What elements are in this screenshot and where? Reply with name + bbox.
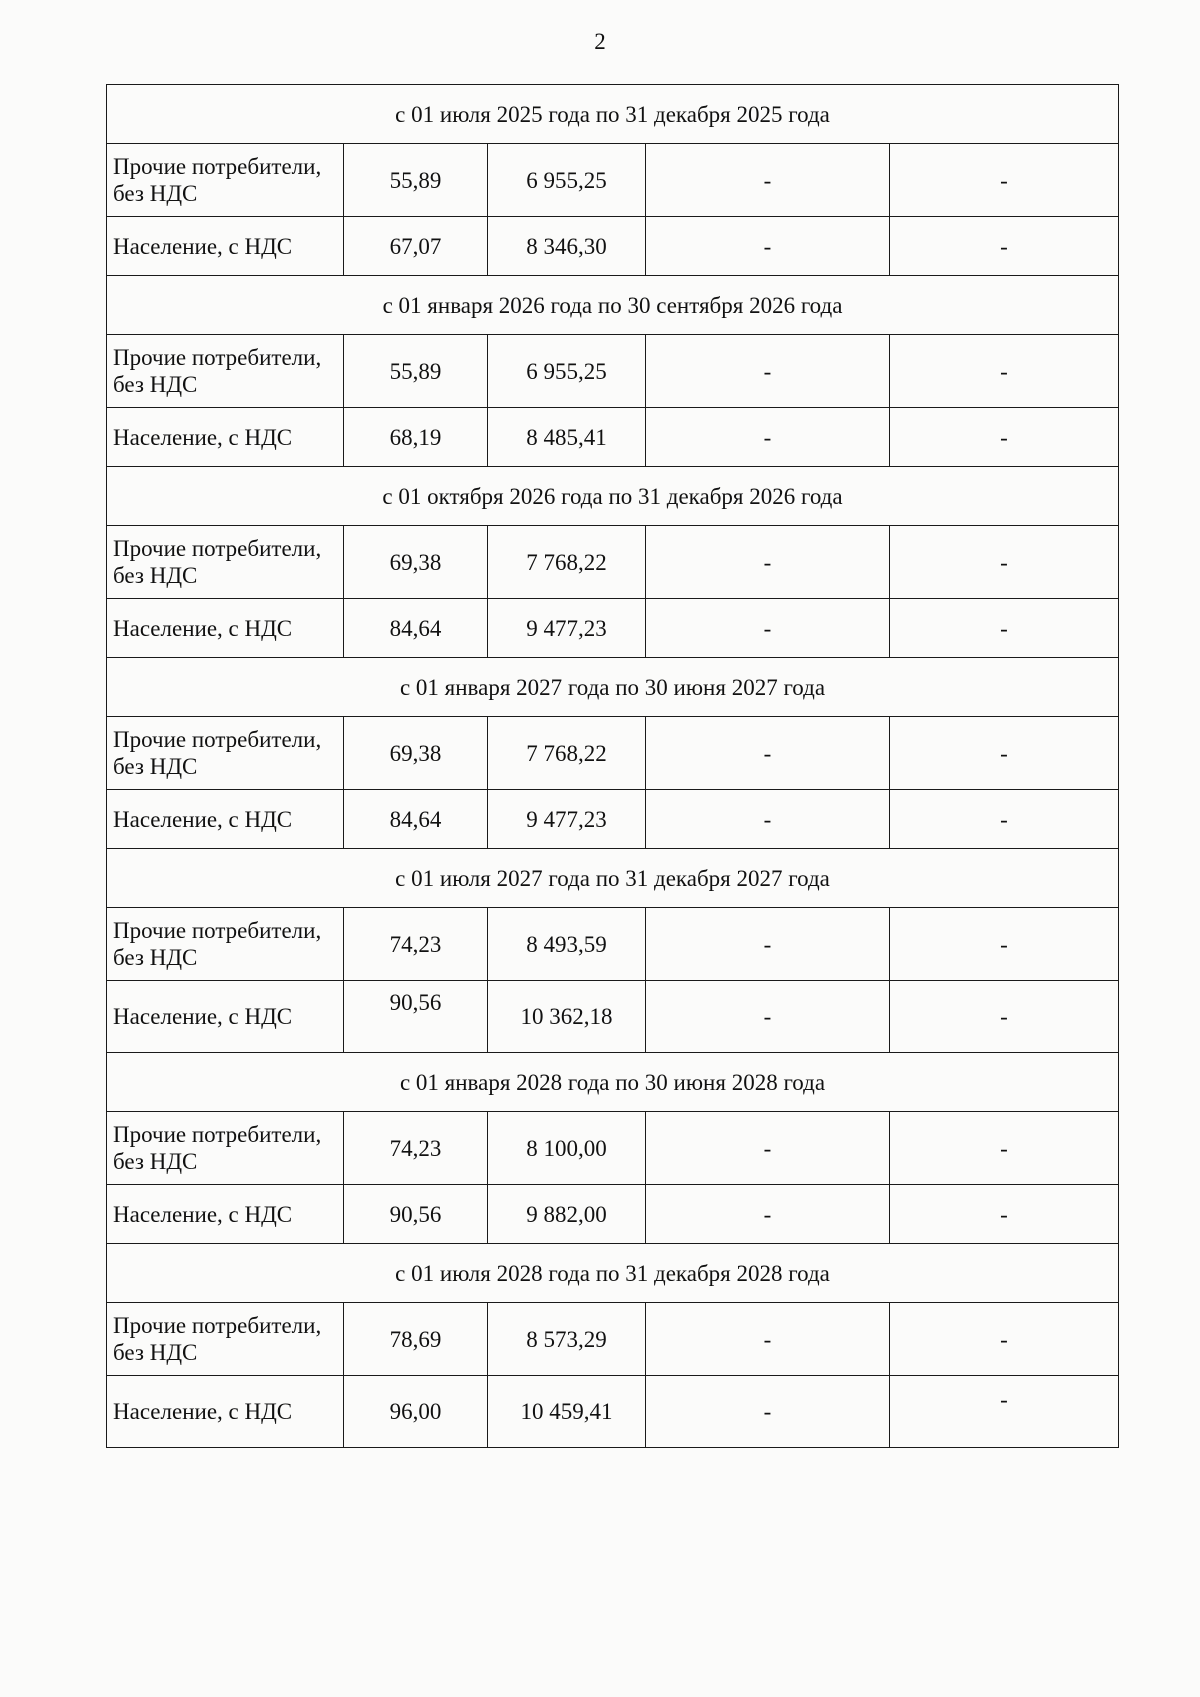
table-row: [107, 717, 1119, 790]
tariff-value-4: -: [890, 1185, 1119, 1244]
table-row: [107, 599, 1119, 658]
table-row: [107, 1112, 1119, 1185]
table-row: [107, 908, 1119, 981]
tariff-value-2: 9 477,23: [488, 599, 646, 658]
period-header-row: [107, 849, 1119, 908]
table-row: [107, 144, 1119, 217]
tariff-value-1: 55,89: [344, 144, 488, 217]
tariff-value-4: -: [890, 599, 1119, 658]
consumer-category: Прочие потребители, без НДС: [107, 144, 344, 217]
period-header-row: [107, 658, 1119, 717]
tariff-value-1: 90,56: [344, 981, 488, 1053]
tariff-value-4: -: [890, 1303, 1119, 1376]
tariff-value-3: -: [646, 526, 890, 599]
period-header-row: [107, 467, 1119, 526]
consumer-category: Население, с НДС: [107, 981, 344, 1053]
table-row: [107, 1376, 1119, 1448]
tariff-value-3: -: [646, 1376, 890, 1448]
tariff-value-2: 8 493,59: [488, 908, 646, 981]
consumer-category: Население, с НДС: [107, 1185, 344, 1244]
table-row: [107, 981, 1119, 1053]
consumer-category: Прочие потребители, без НДС: [107, 1303, 344, 1376]
tariff-value-4: -: [890, 908, 1119, 981]
tariff-value-3: -: [646, 1112, 890, 1185]
tariff-value-2: 10 459,41: [488, 1376, 646, 1448]
tariff-value-1: 84,64: [344, 599, 488, 658]
table-row: [107, 1185, 1119, 1244]
tariff-value-4: -: [890, 408, 1119, 467]
tariff-value-2: 8 100,00: [488, 1112, 646, 1185]
consumer-category: Прочие потребители, без НДС: [107, 1112, 344, 1185]
consumer-category: Население, с НДС: [107, 1376, 344, 1448]
table-row: [107, 526, 1119, 599]
tariff-value-1: 78,69: [344, 1303, 488, 1376]
table-row: [107, 1303, 1119, 1376]
tariff-value-3: -: [646, 1303, 890, 1376]
tariff-table: [106, 84, 1119, 1448]
tariff-value-2: 8 485,41: [488, 408, 646, 467]
tariff-value-3: -: [646, 599, 890, 658]
tariff-value-1: 90,56: [344, 1185, 488, 1244]
tariff-value-4: -: [890, 335, 1119, 408]
period-title: с 01 июля 2027 года по 31 декабря 2027 года: [107, 849, 1119, 908]
tariff-value-2: 6 955,25: [488, 335, 646, 408]
tariff-value-1: 55,89: [344, 335, 488, 408]
period-title: с 01 января 2026 года по 30 сентября 2026 года: [107, 276, 1119, 335]
period-title: с 01 января 2027 года по 30 июня 2027 года: [107, 658, 1119, 717]
tariff-value-2: 7 768,22: [488, 717, 646, 790]
consumer-category: Прочие потребители, без НДС: [107, 526, 344, 599]
table-row: [107, 408, 1119, 467]
period-title: с 01 октября 2026 года по 31 декабря 2026 года: [107, 467, 1119, 526]
tariff-value-3: -: [646, 981, 890, 1053]
tariff-value-2: 10 362,18: [488, 981, 646, 1053]
consumer-category: Население, с НДС: [107, 599, 344, 658]
tariff-value-2: 9 882,00: [488, 1185, 646, 1244]
tariff-value-1: 96,00: [344, 1376, 488, 1448]
period-title: с 01 июля 2028 года по 31 декабря 2028 года: [107, 1244, 1119, 1303]
tariff-value-3: -: [646, 335, 890, 408]
tariff-value-3: -: [646, 908, 890, 981]
page-number: 2: [594, 29, 606, 54]
tariff-value-3: -: [646, 217, 890, 276]
tariff-value-1: 69,38: [344, 717, 488, 790]
tariff-value-1: 74,23: [344, 908, 488, 981]
tariff-value-3: -: [646, 717, 890, 790]
table-row: [107, 790, 1119, 849]
tariff-value-1: 74,23: [344, 1112, 488, 1185]
tariff-value-3: -: [646, 408, 890, 467]
period-title: с 01 июля 2025 года по 31 декабря 2025 года: [107, 85, 1119, 144]
tariff-value-2: 8 346,30: [488, 217, 646, 276]
consumer-category: Население, с НДС: [107, 217, 344, 276]
tariff-value-4: -: [890, 981, 1119, 1053]
tariff-value-3: -: [646, 144, 890, 217]
tariff-value-4: -: [890, 526, 1119, 599]
period-title: с 01 января 2028 года по 30 июня 2028 года: [107, 1053, 1119, 1112]
period-header-row: [107, 1053, 1119, 1112]
tariff-value-4: -: [890, 217, 1119, 276]
tariff-value-2: 6 955,25: [488, 144, 646, 217]
tariff-value-4: -: [890, 717, 1119, 790]
tariff-value-2: 9 477,23: [488, 790, 646, 849]
consumer-category: Прочие потребители, без НДС: [107, 335, 344, 408]
period-header-row: [107, 276, 1119, 335]
table-row: [107, 217, 1119, 276]
tariff-value-4: -: [890, 1112, 1119, 1185]
tariff-value-4: -: [890, 144, 1119, 217]
tariff-value-3: -: [646, 790, 890, 849]
tariff-value-3: -: [646, 1185, 890, 1244]
consumer-category: Прочие потребители, без НДС: [107, 717, 344, 790]
consumer-category: Население, с НДС: [107, 790, 344, 849]
tariff-value-1: 67,07: [344, 217, 488, 276]
consumer-category: Прочие потребители, без НДС: [107, 908, 344, 981]
tariff-value-4: -: [890, 790, 1119, 849]
period-header-row: [107, 85, 1119, 144]
consumer-category: Население, с НДС: [107, 408, 344, 467]
table-row: [107, 335, 1119, 408]
tariff-value-1: 69,38: [344, 526, 488, 599]
period-header-row: [107, 1244, 1119, 1303]
tariff-value-2: 8 573,29: [488, 1303, 646, 1376]
tariff-value-2: 7 768,22: [488, 526, 646, 599]
tariff-value-1: 68,19: [344, 408, 488, 467]
tariff-value-1: 84,64: [344, 790, 488, 849]
tariff-value-4: -: [890, 1376, 1119, 1448]
